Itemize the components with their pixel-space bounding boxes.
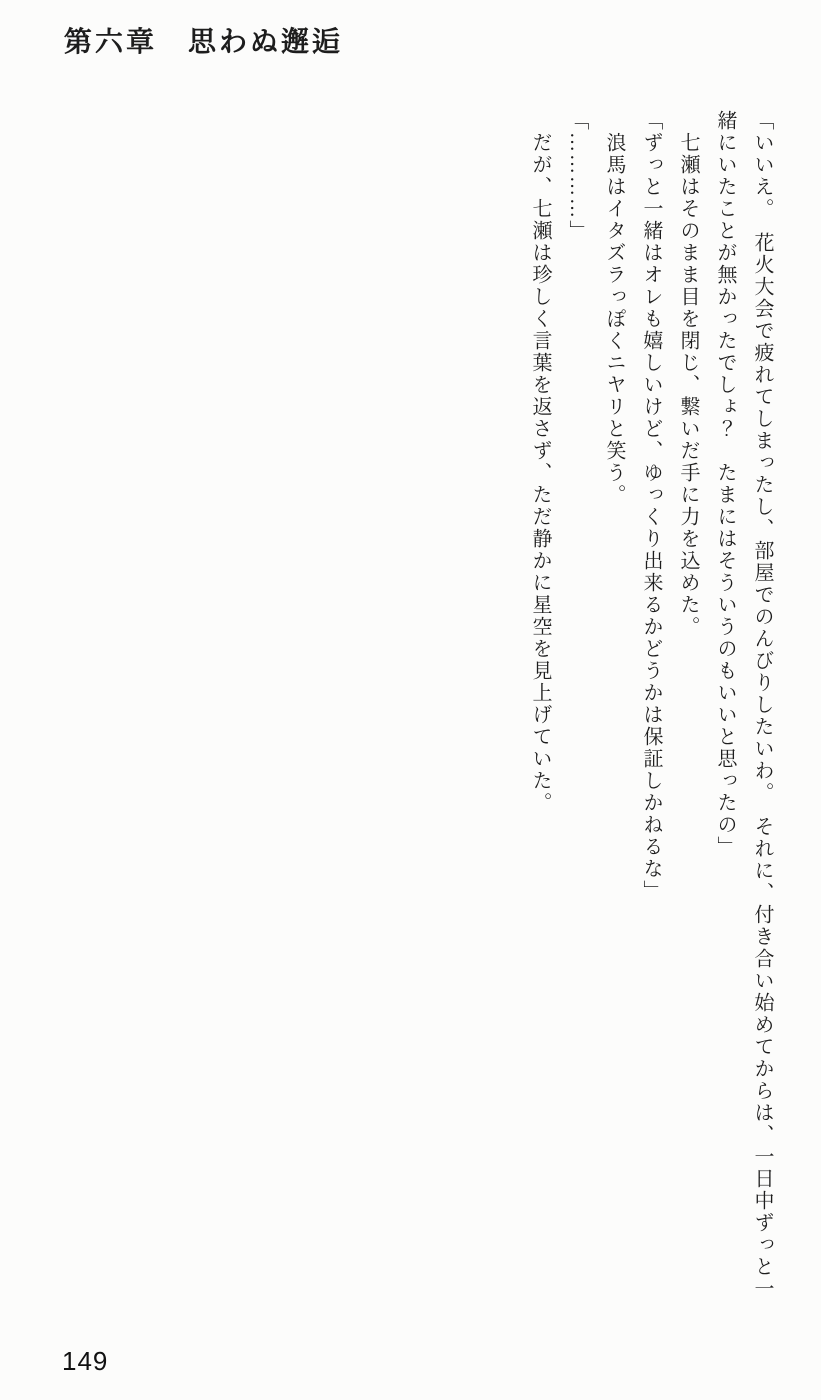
text-line: 「…………」 [566, 110, 588, 242]
chapter-heading: 第六章 思わぬ邂逅 [64, 27, 344, 58]
page-number: 149 [62, 1346, 109, 1376]
text-line: 七瀬はそのまま目を閉じ、繋いだ手に力を込めた。 [677, 132, 699, 638]
text-line: だが、七瀬は珍しく言葉を返さず、ただ静かに星空を見上げていた。 [529, 132, 551, 814]
text-line: 「いいえ。 花火大会で疲れてしまったし、部屋でのんびりしたいわ。 それに、付き合い始めてからは、一日中ずっと一 [751, 110, 773, 1300]
text-line: 浪馬はイタズラっぽくニヤリと笑う。 [603, 132, 625, 506]
text-line: 「ずっと一緒はオレも嬉しいけど、ゆっくり出来るかどうかは保証しかねるな」 [640, 110, 662, 902]
text-line: 緒にいたことが無かったでしょ？ たまにはそういうのもいいと思ったの」 [714, 110, 736, 858]
body-text-block [521, 110, 780, 1332]
